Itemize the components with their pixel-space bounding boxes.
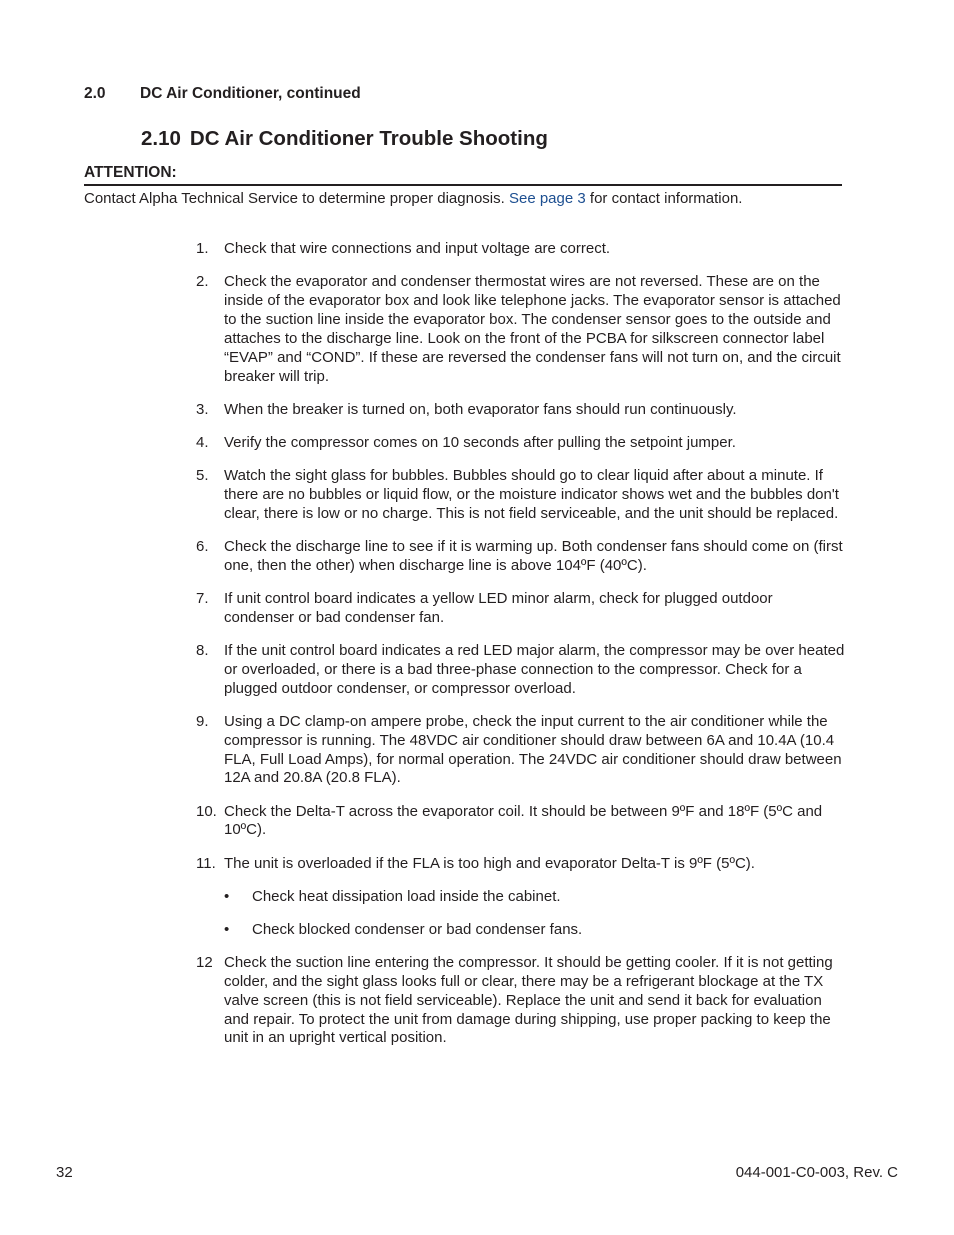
step-item — [196, 401, 846, 420]
step-text: Using a DC clamp-on ampere probe, check the input current to the air conditioner while the compressor is running. The 48VDC air conditioner should draw between 6A and 10.4A (10.4 FLA, Full Load Amps), for normal operation. The 24VDC air conditioner should draw between 12A and 20.8A (20.8 FLA). — [224, 712, 842, 787]
attention-label: ATTENTION: — [84, 164, 177, 181]
page-title-number: 2.10 — [141, 127, 181, 150]
step-number: 10. — [196, 802, 217, 820]
step-number: 6. — [196, 537, 209, 555]
step-text: If unit control board indicates a yellow LED minor alarm, check for plugged outdoor condenser or bad condenser fan. — [224, 589, 773, 626]
page-title — [141, 127, 548, 151]
section-number: 2.0 — [84, 85, 106, 102]
step-text: Check the suction line entering the compressor. It should be getting cooler. If it is not getting colder, and the sight glass looks full or clear, there may be a refrigerant blockage at the TX valve screen (this is not field serviceable). Replace the unit and send it back for evaluation and repair. To protect the unit from damage during shipping, use proper packing to keep the unit in an upright vertical position. — [224, 953, 833, 1047]
sub-bullet-text: Check blocked condenser or bad condenser fans. — [252, 920, 583, 938]
troubleshooting-steps — [196, 240, 846, 1063]
step-number: 5. — [196, 466, 209, 484]
step-item — [196, 855, 846, 940]
sub-bullet-item — [224, 888, 846, 907]
section-header — [84, 85, 361, 103]
page-title-text: DC Air Conditioner Trouble Shooting — [189, 127, 548, 150]
step-number: 11. — [196, 854, 216, 872]
step-item — [196, 240, 846, 259]
step-number: 12 — [196, 953, 213, 971]
step-number: 3. — [196, 400, 209, 418]
step-item — [196, 803, 846, 841]
attention-text-before: Contact Alpha Technical Service to determine proper diagnosis. — [84, 190, 505, 207]
step-text: The unit is overloaded if the FLA is too high and evaporator Delta-T is 9ºF (5ºC). — [224, 854, 755, 872]
step-text: Check the evaporator and condenser thermostat wires are not reversed. These are on the inside of the evaporator box and look like telephone jacks. The evaporator sensor is attached to the suction line inside the evaporator box. The condenser sensor goes to the outside and attaches to the discharge line. Look on the front of the PCBA for silkscreen connector label “EVAP” and “COND”. If these are reversed the condenser fans will not turn on, and the circuit breaker will trip. — [224, 273, 841, 385]
step-text: Check the discharge line to see if it is warming up. Both condenser fans should come on (first one, then the other) when discharge line is above 104ºF (40ºC). — [224, 537, 843, 574]
attention-divider — [84, 184, 842, 186]
attention-text — [84, 189, 742, 208]
sub-bullet-list — [224, 888, 846, 940]
step-item — [196, 954, 846, 1049]
step-number: 1. — [196, 240, 209, 257]
step-number: 4. — [196, 433, 209, 451]
step-item — [196, 642, 846, 699]
step-item — [196, 434, 846, 453]
step-number: 8. — [196, 641, 209, 659]
step-text: Watch the sight glass for bubbles. Bubbles should go to clear liquid after about a minute. If there are no bubbles or liquid flow, or the moisture indicator shows wet and the bubbles don't clear, there is low or no charge. This is not field serviceable, and the unit should be replaced. — [224, 466, 839, 522]
step-text: Verify the compressor comes on 10 seconds after pulling the setpoint jumper. — [224, 433, 736, 451]
step-text: Check the Delta-T across the evaporator coil. It should be between 9ºF and 18ºF (5ºC and 10ºC). — [224, 802, 823, 839]
bullet-dot: • — [224, 920, 230, 938]
attention-text-after: for contact information. — [589, 190, 743, 207]
step-number: 9. — [196, 712, 209, 730]
step-number: 2. — [196, 273, 209, 291]
step-item — [196, 713, 846, 789]
step-item — [196, 273, 846, 386]
section-title: DC Air Conditioner, continued — [140, 85, 361, 102]
bullet-dot: • — [224, 887, 230, 905]
document-id: 044-001-C0-003, Rev. C — [735, 1164, 898, 1181]
step-text: When the breaker is turned on, both evaporator fans should run continuously. — [224, 400, 737, 418]
step-item — [196, 467, 846, 524]
step-text: Check that wire connections and input voltage are correct. — [224, 240, 611, 257]
see-page-link[interactable]: See page 3 — [508, 190, 586, 207]
sub-bullet-text: Check heat dissipation load inside the cabinet. — [252, 887, 561, 905]
step-text: If the unit control board indicates a red LED major alarm, the compressor may be over heated or overloaded, or there is a bad three-phase connection to the compressor. Check for a plugged outdoor condenser, or compressor overload. — [224, 641, 845, 697]
sub-bullet-item — [224, 921, 846, 940]
step-item — [196, 590, 846, 628]
step-number: 7. — [196, 589, 209, 607]
step-item — [196, 538, 846, 576]
page-number: 32 — [56, 1164, 73, 1181]
